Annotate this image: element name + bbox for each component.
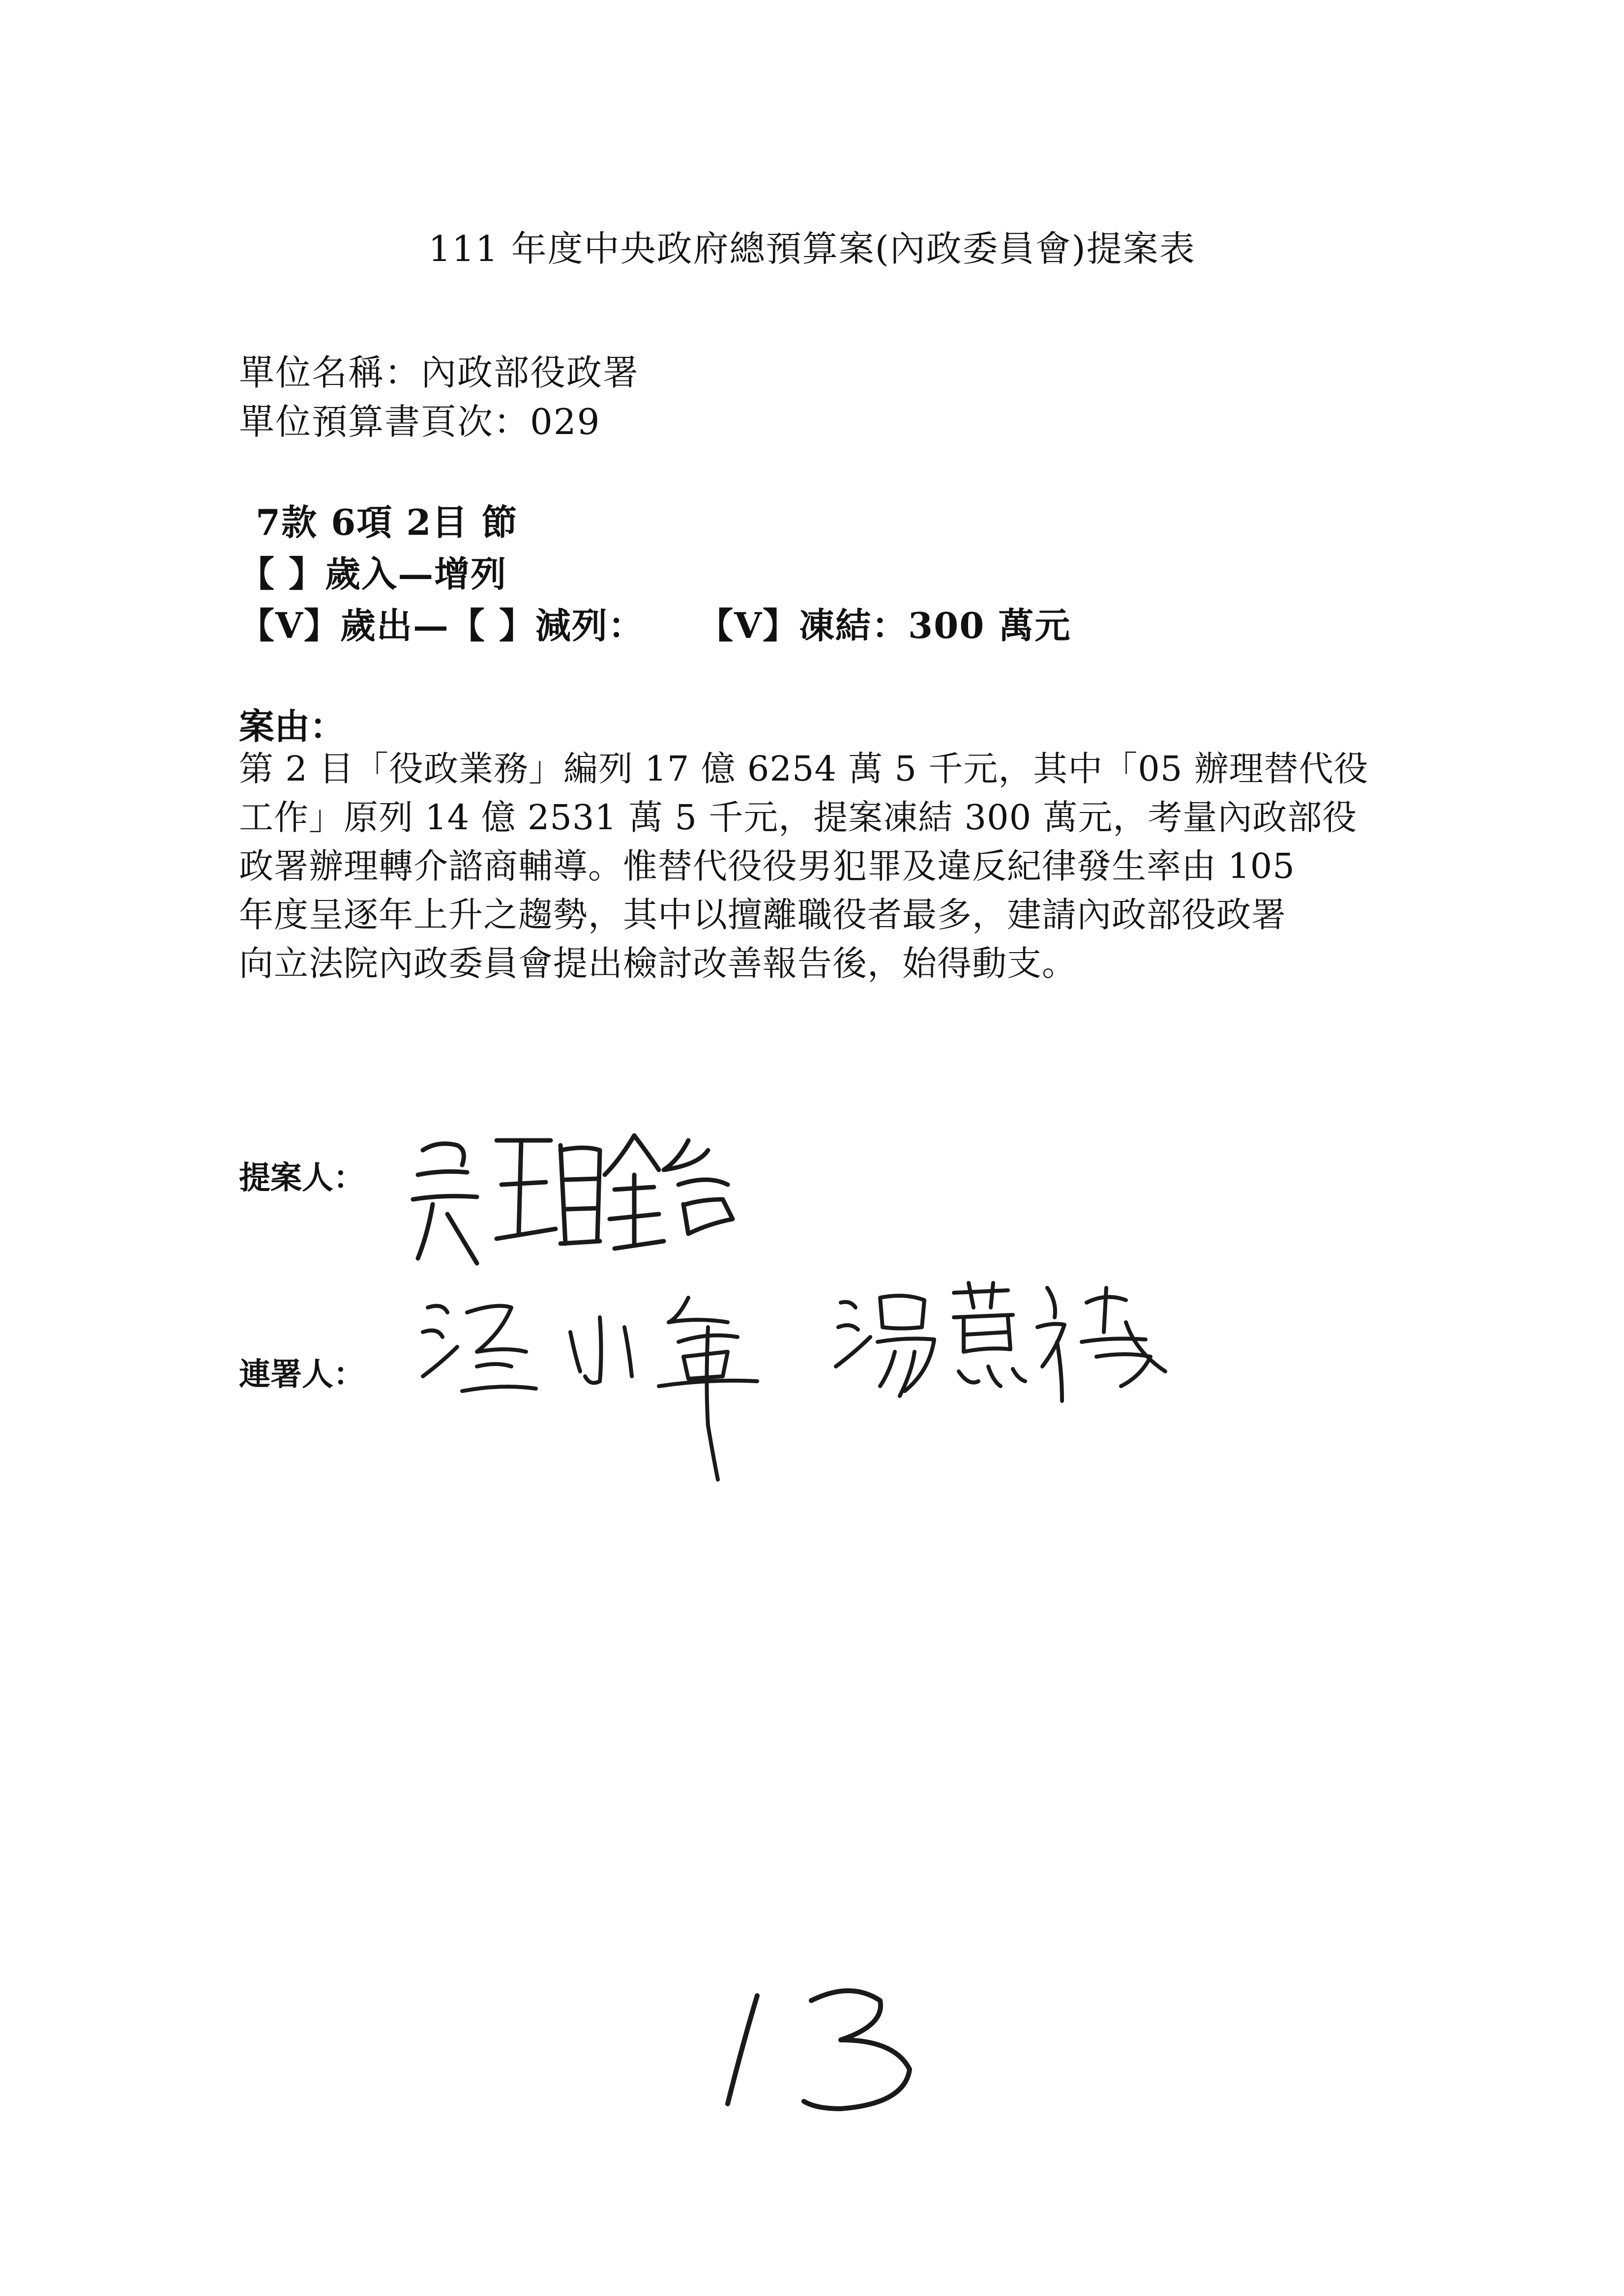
reason-text (239, 745, 1385, 988)
reason-line: 向立法院內政委員會提出檢討改善報告後，始得動支。 (239, 943, 1077, 984)
handwritten-page-number (718, 1971, 944, 2119)
revenue-line: 【 】歲入—增列 (239, 553, 507, 595)
proposer-signature (403, 1121, 757, 1283)
cosigner-signature-2 (831, 1273, 1175, 1421)
unit-name: 單位名稱：內政部役政署 (239, 352, 640, 393)
reason-line: 政署辦理轉介諮商輔導。惟替代役役男犯罪及違反紀律發生率由 105 (239, 846, 1295, 886)
proposer-label: 提案人： (239, 1160, 365, 1196)
reason-line: 第 2 目「役政業務」編列 17 億 6254 萬 5 千元，其中「05 辦理替代役 (239, 749, 1369, 789)
expenditure-freeze-line: 【V】歲出—【 】減列： 【V】凍結：300 萬元 (239, 605, 1071, 646)
budget-page-reference: 單位預算書頁次：029 (239, 401, 601, 442)
cosigner-label: 連署人： (239, 1356, 365, 1393)
cosigner-signature-1 (413, 1278, 816, 1484)
budget-classification: 7款 6項 2目 節 (256, 501, 518, 543)
reason-line: 年度呈逐年上升之趨勢，其中以擅離職役者最多，建請內政部役政署 (239, 895, 1286, 935)
reason-label: 案由： (239, 705, 346, 747)
document-title: 111 年度中央政府總預算案(內政委員會)提案表 (428, 228, 1196, 269)
reason-line: 工作」原列 14 億 2531 萬 5 千元，提案凍結 300 萬元，考量內政部役 (239, 797, 1358, 838)
